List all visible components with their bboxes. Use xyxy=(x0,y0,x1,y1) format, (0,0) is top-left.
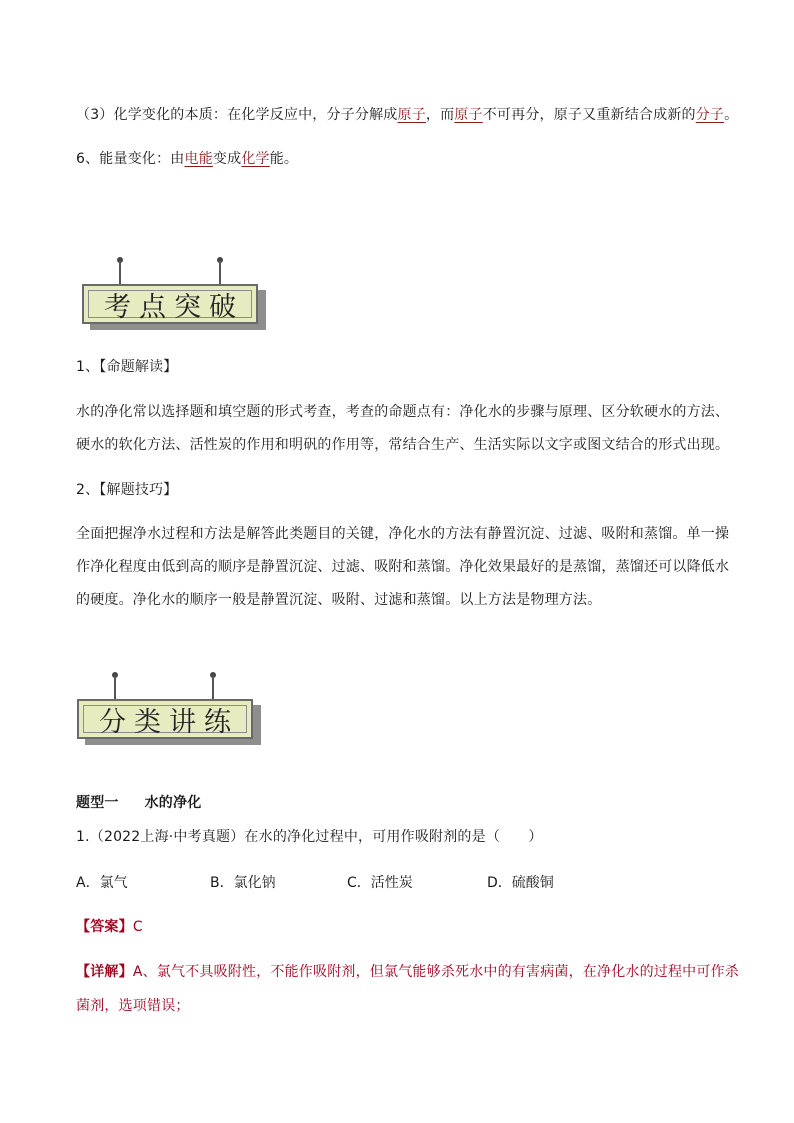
paragraph-chemical-change-essence xyxy=(76,104,738,124)
section-text-line: 全面把握净水过程和方法是解答此类题目的关键，净化水的方法有静置沉淀、过滤、吸附和蒸馏。单一操 xyxy=(76,526,730,542)
option-b: B．氯化钠 xyxy=(210,875,276,891)
text: 。 xyxy=(724,107,739,123)
banner-plate xyxy=(77,699,253,739)
answer-tag: 【答案】 xyxy=(76,919,133,935)
option-a: A．氯气 xyxy=(76,875,128,891)
fill-in-answer: 化学 xyxy=(241,151,270,167)
answer-line xyxy=(76,916,143,936)
section-heading: 2、【解题技巧】 xyxy=(76,482,178,498)
text: 能。 xyxy=(269,151,299,167)
fill-in-answer: 原子 xyxy=(454,107,483,123)
text: 不可再分，原子又重新结合成新的 xyxy=(482,107,696,123)
option-d: D．硫酸铜 xyxy=(487,875,554,891)
question-type-name: 水的净化 xyxy=(144,795,202,811)
question-stem: 1.（2022上海·中考真题）在水的净化过程中，可用作吸附剂的是（ ） xyxy=(76,829,543,845)
section-text-line: 的硬度。净化水的顺序一般是静置沉淀、吸附、过滤和蒸馏。以上方法是物理方法。 xyxy=(76,592,602,608)
section-banner-kaodian xyxy=(82,260,272,330)
detail-line: 菌剂，选项错误； xyxy=(76,998,190,1014)
detail-line xyxy=(76,961,739,981)
fill-in-answer: 电能 xyxy=(184,151,213,167)
text: ，而 xyxy=(425,107,455,123)
fill-in-answer: 分子 xyxy=(695,107,725,123)
paragraph-energy-change xyxy=(76,148,298,168)
section-banner-fenlei xyxy=(77,675,267,745)
question-type-heading xyxy=(76,792,201,812)
section-text-line: 水的净化常以选择题和填空题的形式考查，考查的命题点有：净化水的步骤与原理、区分软硬水的方法、 xyxy=(76,404,730,420)
detail-text: A、氯气不具吸附性，不能作吸附剂，但氯气能够杀死水中的有害病菌，在净化水的过程中可作杀 xyxy=(132,964,739,980)
fill-in-answer: 原子 xyxy=(397,107,426,123)
text: （3）化学变化的本质：在化学反应中，分子分解成 xyxy=(76,107,398,123)
section-text-line: 作净化程度由低到高的顺序是静置沉淀、过滤、吸附和蒸馏。净化效果最好的是蒸馏，蒸馏还可以降低水 xyxy=(76,559,730,575)
text: 6、能量变化：由 xyxy=(76,151,185,167)
section-text-line: 硬水的软化方法、活性炭的作用和明矾的作用等，常结合生产、生活实际以文字或图文结合的形式出现。 xyxy=(76,437,730,453)
section-heading: 1、【命题解读】 xyxy=(76,359,178,375)
banner-title: 考点突破 xyxy=(104,291,244,323)
detail-tag: 【详解】 xyxy=(76,964,133,980)
banner-plate xyxy=(82,284,258,324)
banner-title: 分类讲练 xyxy=(99,706,239,738)
question-type-label: 题型一 xyxy=(76,795,119,811)
option-c: C．活性炭 xyxy=(347,875,413,891)
text: 变成 xyxy=(212,151,242,167)
answer-value: C xyxy=(132,919,143,935)
